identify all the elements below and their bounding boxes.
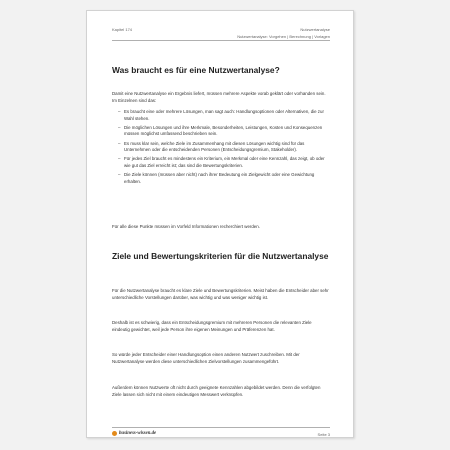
logo-text: business-wissen.de <box>119 431 157 436</box>
header-chapter: Kapitel 174 <box>112 27 133 32</box>
section2-paragraph: Für die Nutzwertanalyse braucht es klare Ziele und Bewertungskriterien. Meist haben die Entscheider aber sehr unterschiedliche Vorstellungen darüber, was wichtig und was weniger wichtig ist. <box>112 288 329 300</box>
header-divider <box>112 40 330 41</box>
section2-paragraph: Außerdem können Nutzwerte oft nicht durch geeignete Kennzahlen abgebildet werden. Denn die verfolgten Ziele lassen sich nicht mit einem eindeutigen Messwert verknüpfen. <box>112 385 321 397</box>
list-item: – Für jedes Ziel braucht es mindestens ein Kriterium, ein Merkmal oder eine Kennzahl, das zeigt, ob oder wie gut das Ziel erreicht ist; das sind die Bewertungskriterien. <box>112 156 330 169</box>
section1-closing: Für alle diese Punkte müssen im Vorfeld Informationen recherchiert werden. <box>112 224 260 229</box>
document-page <box>86 10 354 438</box>
footer-logo <box>112 431 156 436</box>
section1-heading: Was braucht es für eine Nutzwertanalyse? <box>112 65 280 75</box>
section1-intro: Damit eine Nutzwertanalyse ein Ergebnis liefert, müssen mehrere Aspekte vorab geklärt oder vorhanden sein. Im Einzelnen sind das: <box>112 91 326 103</box>
list-item: – Die Ziele können (müssen aber nicht) nach ihrer Bedeutung ein Zielgewicht oder eine Gewichtung erhalten. <box>112 172 330 185</box>
list-item: – Es muss klar sein, welche Ziele im Zusammenhang mit diesen Lösungen wichtig sind für das Unternehmen oder die entscheidenden Personen (Entscheidungsgremium, Stakeholder). <box>112 141 330 154</box>
page-number: Seite 3 <box>317 432 330 437</box>
section2-paragraph: So würde jeder Entscheider einer Handlungsoption einen anderen Nutzwert zuschreiben. Mit der Nutzwertanalyse werden diese unterschiedlichen Zielvorstellungen zusammengeführt. <box>112 352 300 364</box>
header-subtitle: Nutzwertanalyse: Vorgehen | Berechnung | Vorlagen <box>237 34 330 39</box>
logo-dot-icon <box>112 431 117 436</box>
requirements-list <box>112 109 330 188</box>
footer-divider <box>112 427 330 428</box>
list-item: – Es braucht eine oder mehrere Lösungen, man sagt auch: Handlungsoptionen oder Alternativen, die zur Wahl stehen. <box>112 109 330 122</box>
header-section: Nutzwertanalyse <box>300 27 330 32</box>
list-item: – Die möglichen Lösungen und ihre Merkmale, Besonderheiten, Leistungen, Kosten und Konsequenzen müssen möglichst umfassend beschrieben sein. <box>112 125 330 138</box>
section2-paragraph: Deshalb ist es schwierig, dass ein Entscheidungsgremium mit mehreren Personen die relevanten Ziele eindeutig gewichtet, weil jede Person ihre eigenen Meinungen und Präferenzen hat. <box>112 320 312 332</box>
section2-heading: Ziele und Bewertungskriterien für die Nutzwertanalyse <box>112 251 329 261</box>
